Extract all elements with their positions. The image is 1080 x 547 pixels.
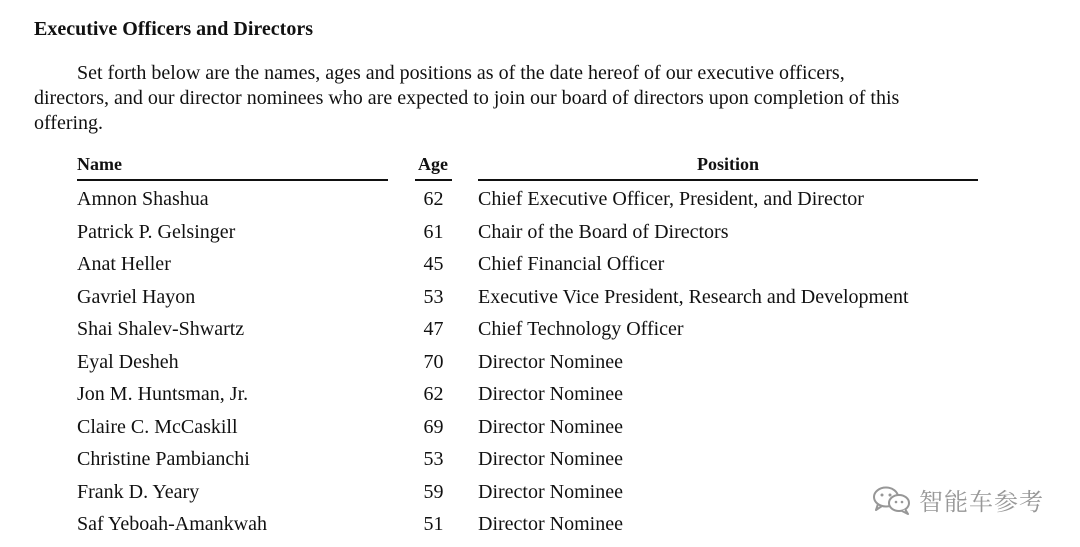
officer-name: Saf Yeboah-Amankwah	[77, 513, 267, 535]
header-rule-age	[415, 179, 452, 181]
column-header-name: Name	[77, 154, 122, 174]
table-row	[0, 316, 1080, 349]
table-row	[0, 284, 1080, 317]
officer-name: Claire C. McCaskill	[77, 415, 238, 438]
intro-line-1: Set forth below are the names, ages and positions as of the date hereof of our executive officers,	[77, 62, 845, 84]
table-row	[0, 414, 1080, 447]
officer-age: 69	[423, 415, 444, 438]
table-row	[0, 381, 1080, 414]
officer-position: Director Nominee	[478, 415, 623, 438]
officer-position: Chief Technology Officer	[478, 318, 684, 340]
header-rule-name	[77, 179, 388, 181]
table-row	[0, 446, 1080, 479]
officer-position: Chief Financial Officer	[478, 253, 665, 275]
officer-age: 59	[423, 480, 444, 503]
section-heading: Executive Officers and Directors	[34, 18, 313, 40]
officer-name: Christine Pambianchi	[77, 448, 250, 470]
officer-position: Chief Executive Officer, President, and Director	[478, 188, 864, 210]
officer-age: 62	[423, 188, 444, 210]
table-row	[0, 186, 1080, 219]
officer-age: 70	[423, 350, 444, 373]
officer-position: Director Nominee	[478, 513, 623, 535]
officer-name: Eyal Desheh	[77, 350, 179, 373]
intro-paragraph	[34, 61, 1034, 136]
table-row	[0, 349, 1080, 382]
watermark	[871, 482, 1044, 517]
officer-age: 53	[423, 448, 444, 470]
officer-age: 47	[423, 318, 444, 340]
officer-position: Director Nominee	[478, 480, 623, 503]
officer-position: Director Nominee	[478, 350, 623, 373]
officer-name: Amnon Shashua	[77, 188, 209, 210]
officer-age: 51	[423, 513, 444, 535]
column-header-position: Position	[696, 154, 759, 174]
intro-line-2: directors, and our director nominees who are expected to join our board of directors upon completion of this	[34, 87, 900, 109]
officer-name: Shai Shalev-Shwartz	[77, 318, 245, 340]
officer-name: Jon M. Huntsman, Jr.	[77, 383, 249, 405]
officer-age: 45	[423, 253, 444, 275]
officer-name: Gavriel Hayon	[77, 285, 196, 308]
officer-name: Patrick P. Gelsinger	[77, 220, 236, 243]
header-rule-position	[478, 179, 978, 181]
officer-position: Director Nominee	[478, 448, 623, 470]
watermark-text: 智能车参考	[919, 488, 1044, 516]
officer-age: 53	[423, 285, 444, 308]
officer-position: Executive Vice President, Research and Development	[478, 285, 909, 308]
column-header-age: Age	[418, 154, 448, 174]
officer-name: Frank D. Yeary	[77, 480, 200, 503]
table-row	[0, 251, 1080, 284]
officer-name: Anat Heller	[77, 253, 171, 275]
wechat-icon	[871, 485, 913, 515]
intro-line-3: offering.	[34, 112, 104, 134]
officer-age: 62	[423, 383, 444, 405]
officer-position: Director Nominee	[478, 383, 623, 405]
officer-age: 61	[423, 220, 444, 243]
table-row	[0, 219, 1080, 252]
officer-position: Chair of the Board of Directors	[478, 220, 729, 243]
